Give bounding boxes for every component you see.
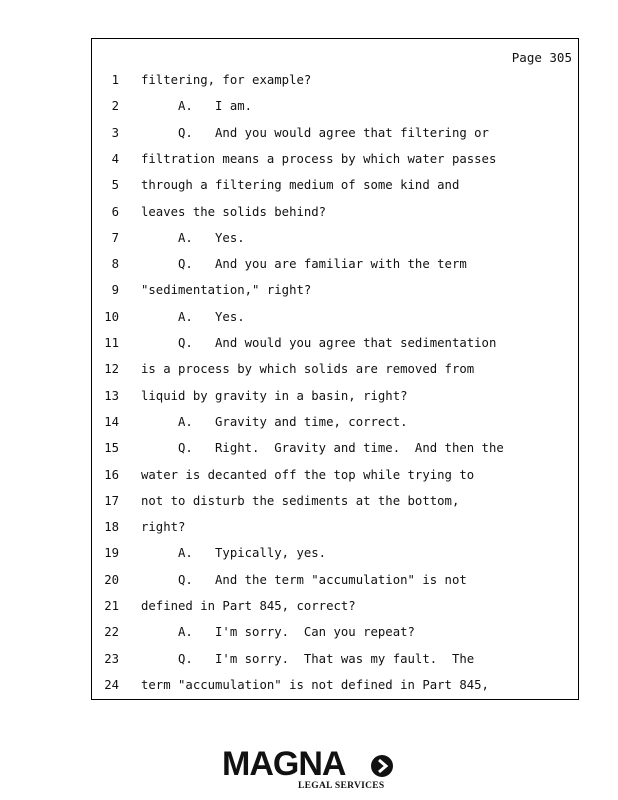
chevron-right-circle-icon [370,754,394,778]
transcript-line [92,625,578,645]
line-number: 14 [104,414,119,429]
line-number: 18 [104,520,119,535]
page-number-header: Page 305 [511,50,572,65]
transcript-line [92,231,578,251]
line-text: A. Yes. [141,230,245,245]
transcript-line [92,336,578,356]
transcript-line [92,494,578,514]
line-number: 10 [104,309,119,324]
line-text: Q. And you would agree that filtering or [141,125,489,140]
line-text: is a process by which solids are removed from [141,362,475,377]
transcript-line [92,205,578,225]
line-text: Q. And the term "accumulation" is not [141,572,467,587]
transcript-line [92,257,578,277]
line-number: 23 [104,651,119,666]
line-text: filtering, for example? [141,73,312,87]
transcript-line [92,283,578,303]
transcript-line [92,362,578,382]
line-number: 8 [111,257,119,272]
line-number: 9 [111,283,119,298]
line-number: 2 [111,99,119,114]
line-number: 17 [104,493,119,508]
line-number: 19 [104,546,119,561]
transcript-line [92,152,578,172]
line-text: A. Typically, yes. [141,546,327,561]
line-text: water is decanted off the top while trying to [141,467,475,482]
line-number: 15 [104,441,119,456]
line-text: term "accumulation" is not defined in Part 845, [141,677,489,692]
transcript-line [92,652,578,672]
magna-logo [222,745,397,795]
transcript-line [92,73,578,93]
line-text: Q. Right. Gravity and time. And then the [141,441,504,456]
line-text: "sedimentation," right? [141,283,312,298]
line-text: A. Gravity and time, correct. [141,414,408,429]
transcript-line [92,546,578,566]
line-text: A. I am. [141,99,253,114]
line-number: 4 [111,151,119,166]
line-number: 6 [111,204,119,219]
transcript-line [92,678,578,698]
line-number: 5 [111,178,119,193]
line-text: liquid by gravity in a basin, right? [141,388,408,403]
transcript-line [92,573,578,593]
line-text: not to disturb the sediments at the bottom, [141,493,460,508]
line-number: 24 [104,677,119,692]
transcript-line [92,415,578,435]
line-text: Q. And you are familiar with the term [141,257,467,272]
line-number: 20 [104,572,119,587]
line-number: 3 [111,125,119,140]
transcript-line [92,310,578,330]
transcript-line [92,468,578,488]
line-text: defined in Part 845, correct? [141,599,356,613]
transcript-line [92,520,578,540]
line-text: leaves the solids behind? [141,204,327,219]
line-text: Q. I'm sorry. That was my fault. The [141,651,475,666]
logo-wordmark: MAGNA [222,745,346,783]
transcript-line [92,599,578,619]
line-text: filtration means a process by which water passes [141,151,497,166]
line-number: 7 [111,230,119,245]
line-number: 16 [104,467,119,482]
transcript-page [91,38,579,700]
transcript-line [92,389,578,409]
transcript-line [92,99,578,119]
line-text: Q. And would you agree that sedimentation [141,336,497,350]
line-number: 11 [104,336,119,350]
logo-subtitle: LEGAL SERVICES [298,781,385,791]
line-text: A. Yes. [141,309,245,324]
line-number: 21 [104,599,119,613]
line-number: 13 [104,388,119,403]
line-text: right? [141,520,186,535]
line-number: 1 [111,73,119,87]
line-number: 22 [104,625,119,640]
line-text: through a filtering medium of some kind and [141,178,460,193]
transcript-line [92,126,578,146]
line-text: A. I'm sorry. Can you repeat? [141,625,415,640]
line-number: 12 [104,362,119,377]
transcript-line [92,441,578,461]
transcript-line [92,178,578,198]
